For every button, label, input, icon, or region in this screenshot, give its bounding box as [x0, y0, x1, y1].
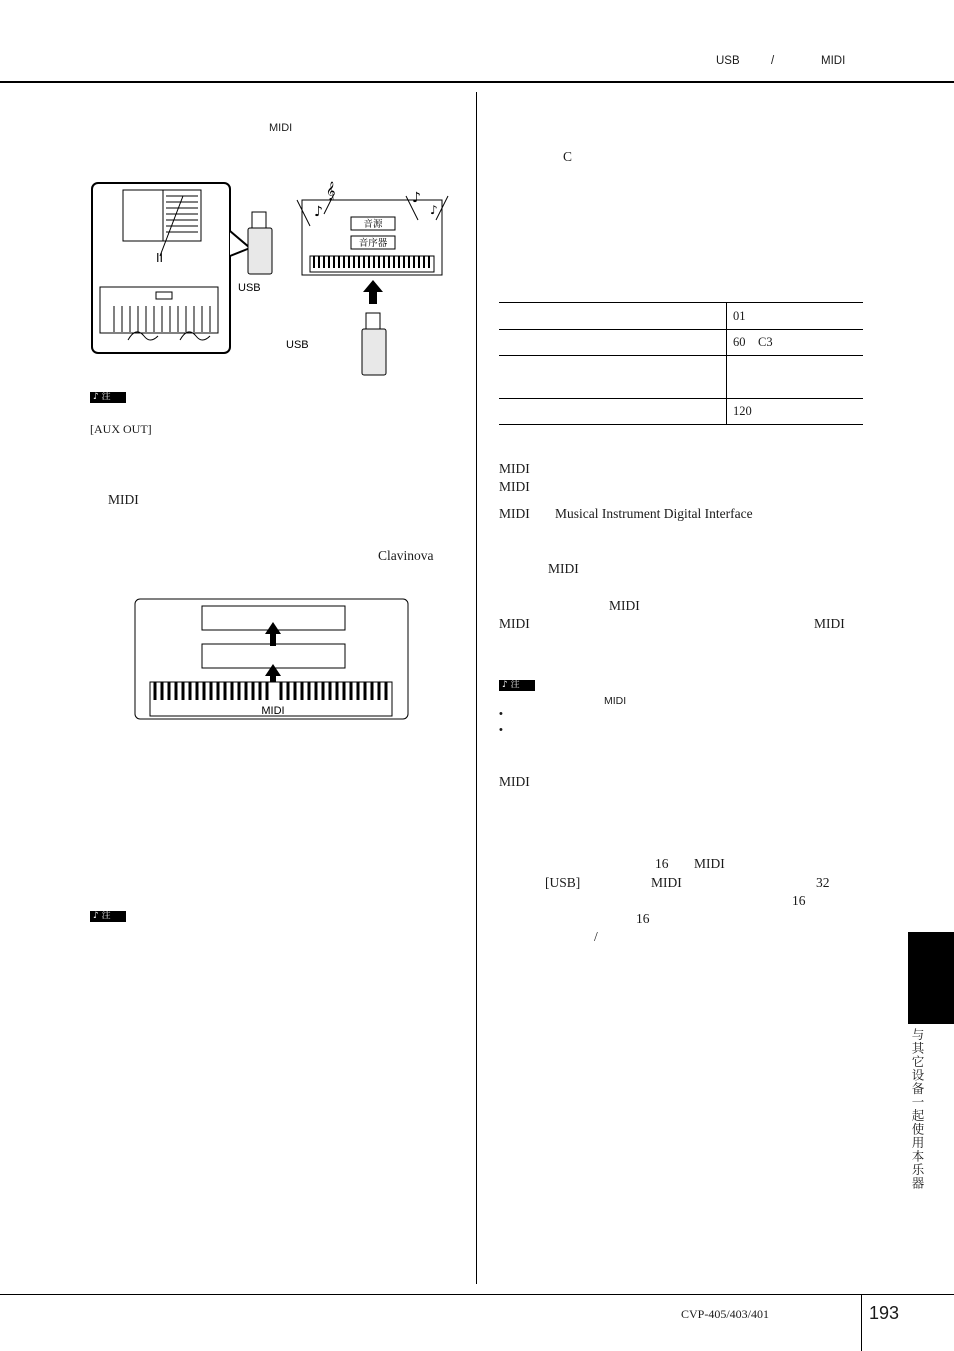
- table-cell: [499, 356, 727, 399]
- letter-c: C: [563, 149, 573, 164]
- table-cell: [499, 303, 727, 330]
- note-aux-out: [AUX OUT]: [90, 422, 152, 436]
- keyboard-midi-label: MIDI: [261, 705, 285, 717]
- midi-text: MIDI: [651, 875, 682, 890]
- bullet: •: [499, 708, 503, 720]
- midi-caption: MIDI: [269, 122, 293, 134]
- up-arrow-icon: [363, 280, 383, 304]
- note-badge: ♪ 注: [90, 911, 126, 922]
- number-16: 16: [636, 911, 650, 926]
- table-cell: 120: [727, 399, 864, 425]
- midi-text: MIDI: [499, 616, 530, 631]
- box-sequencer: 音序器: [358, 238, 388, 249]
- note-midi-small: MIDI: [604, 695, 627, 707]
- midi-text: MIDI: [609, 598, 640, 613]
- table-row: [499, 399, 863, 425]
- table-cell: 60 C3: [727, 330, 864, 356]
- midi-text: MIDI: [814, 616, 845, 631]
- midi-text: MIDI: [548, 561, 579, 576]
- table-row: [499, 303, 863, 330]
- note-badge: ♪ 注: [90, 392, 126, 403]
- usb-bracket: [USB]: [545, 875, 581, 890]
- header-rule: [0, 81, 954, 83]
- midi-text: MIDI: [499, 506, 530, 521]
- midi-text: MIDI: [499, 479, 530, 494]
- note-badge: ♪ 注: [499, 680, 535, 691]
- header-usb-label: USB: [716, 55, 740, 67]
- usb-label-1: USB: [238, 282, 261, 294]
- box-sound-source: 音源: [363, 219, 383, 230]
- spec-table: [499, 302, 863, 425]
- chapter-tab: [908, 932, 954, 1024]
- table-cell: 01: [727, 303, 864, 330]
- table-row: [499, 330, 863, 356]
- footer-model: CVP-405/403/401: [681, 1307, 770, 1321]
- footer-divider: [861, 1295, 862, 1351]
- music-note-icon: ♪: [412, 190, 421, 206]
- header-separator: /: [771, 55, 775, 67]
- midi-text: MIDI: [499, 461, 530, 476]
- music-note-icon: ♪: [430, 203, 438, 217]
- table-row: [499, 356, 863, 399]
- table-cell: [499, 330, 727, 356]
- bullet: •: [499, 724, 503, 736]
- usb-label-2: USB: [286, 339, 309, 351]
- treble-clef-icon: 𝄞: [326, 181, 336, 200]
- midi-text: MIDI: [499, 774, 530, 789]
- footer-rule: [0, 1294, 954, 1295]
- page-number: 193: [869, 1303, 900, 1323]
- midi-keyboard-diagram: [134, 598, 410, 722]
- music-note-icon: ♪: [314, 204, 323, 220]
- number-16: 16: [655, 856, 669, 871]
- column-divider: [476, 92, 477, 1284]
- midi-word: MIDI: [108, 492, 139, 507]
- number-16: 16: [792, 893, 806, 908]
- number-32: 32: [816, 875, 830, 890]
- slash: /: [594, 929, 598, 944]
- clavinova-word: Clavinova: [378, 548, 434, 563]
- table-cell: [727, 356, 864, 399]
- table-cell: [499, 399, 727, 425]
- equals-mark: II: [156, 251, 164, 265]
- header-midi-label: MIDI: [821, 55, 846, 67]
- midi-definition: Musical Instrument Digital Interface: [555, 506, 753, 521]
- usb-recording-diagram: [88, 176, 458, 382]
- chapter-tab-label: 与其它设备一起使用本乐器: [910, 1028, 925, 1190]
- midi-text: MIDI: [694, 856, 725, 871]
